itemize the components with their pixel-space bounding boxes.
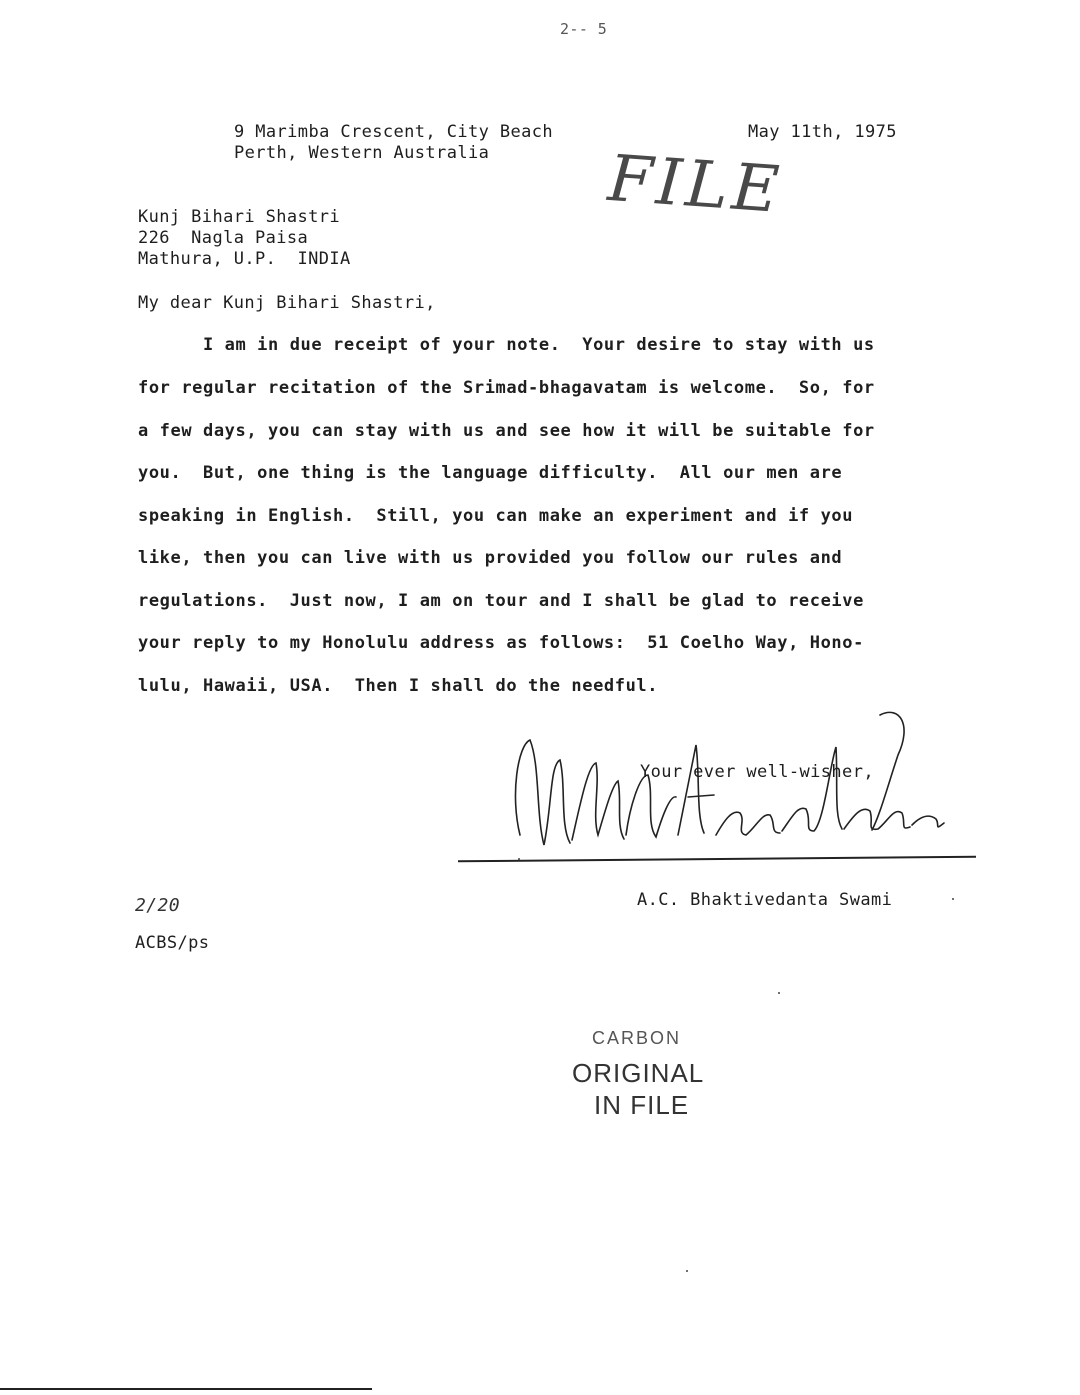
body-line: speaking in English. Still, you can make an experiment and if you [138, 506, 854, 526]
body-line: lulu, Hawaii, USA. Then I shall do the needful. [138, 676, 659, 696]
body-line: a few days, you can stay with us and see how it will be suitable for [138, 421, 875, 441]
recipient-street: 226 Nagla Paisa [138, 228, 309, 248]
body-line: like, then you can live with us provided you follow our rules and [138, 548, 843, 568]
page-mark: 2-- 5 [560, 20, 608, 38]
scan-speck [778, 992, 780, 994]
scan-speck [952, 898, 954, 900]
letter-date: May 11th, 1975 [748, 122, 897, 142]
salutation: My dear Kunj Bihari Shastri, [138, 293, 436, 313]
in-file-stamp-line: IN FILE [594, 1090, 690, 1120]
body-line: you. But, one thing is the language difficulty. All our men are [138, 463, 843, 483]
closing: Your ever well-wisher, [640, 762, 874, 782]
recipient-city: Mathura, U.P. INDIA [138, 249, 351, 269]
sender-address-line1: 9 Marimba Crescent, City Beach [234, 122, 554, 142]
carbon-stamp-line: CARBON [592, 1028, 682, 1048]
reference-scribble: 2/20 [135, 895, 180, 916]
bottom-edge-line [0, 1388, 372, 1390]
signatory-name: A.C. Bhaktivedanta Swami [637, 890, 893, 910]
scan-speck [686, 1270, 688, 1272]
body-line: I am in due receipt of your note. Your desire to stay with us [138, 335, 875, 355]
original-stamp-line: ORIGINAL [572, 1058, 705, 1088]
handwritten-signature [500, 705, 960, 865]
body-line: regulations. Just now, I am on tour and I shall be glad to receive [138, 591, 864, 611]
scan-speck [518, 858, 520, 860]
file-stamp: FILE [605, 141, 786, 229]
reference-initials: ACBS/ps [135, 933, 210, 953]
body-line: for regular recitation of the Srimad-bhagavatam is welcome. So, for [138, 378, 875, 398]
sender-address-line2: Perth, Western Australia [234, 143, 490, 163]
body-line: your reply to my Honolulu address as follows: 51 Coelho Way, Hono- [138, 633, 864, 653]
recipient-name: Kunj Bihari Shastri [138, 207, 341, 227]
